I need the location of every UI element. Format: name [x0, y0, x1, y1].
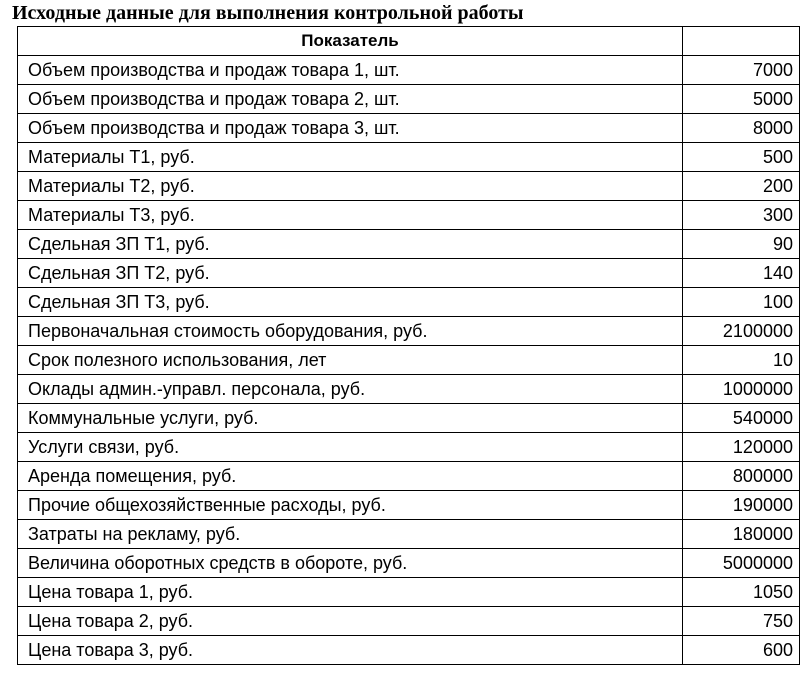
row-label: Услуги связи, руб.	[18, 433, 683, 462]
table-row	[18, 578, 800, 607]
table-row	[18, 56, 800, 85]
row-value: 200	[683, 172, 800, 201]
table-header-row	[18, 27, 800, 56]
row-value: 120000	[683, 433, 800, 462]
row-value: 300	[683, 201, 800, 230]
row-value: 1000000	[683, 375, 800, 404]
table-row	[18, 346, 800, 375]
row-value: 180000	[683, 520, 800, 549]
row-label: Цена товара 2, руб.	[18, 607, 683, 636]
row-label: Объем производства и продаж товара 2, шт.	[18, 85, 683, 114]
table-row	[18, 491, 800, 520]
row-value: 140	[683, 259, 800, 288]
table-row	[18, 520, 800, 549]
row-value: 190000	[683, 491, 800, 520]
row-label: Материалы Т1, руб.	[18, 143, 683, 172]
table-row	[18, 85, 800, 114]
row-value: 10	[683, 346, 800, 375]
row-value: 500	[683, 143, 800, 172]
row-value: 90	[683, 230, 800, 259]
table-row	[18, 230, 800, 259]
table-row	[18, 259, 800, 288]
row-value: 100	[683, 288, 800, 317]
row-label: Цена товара 1, руб.	[18, 578, 683, 607]
row-label: Объем производства и продаж товара 3, шт.	[18, 114, 683, 143]
table-row	[18, 172, 800, 201]
row-label: Оклады админ.-управл. персонала, руб.	[18, 375, 683, 404]
table-row	[18, 288, 800, 317]
table-row	[18, 636, 800, 665]
row-label: Сдельная ЗП Т2, руб.	[18, 259, 683, 288]
row-value: 7000	[683, 56, 800, 85]
row-label: Величина оборотных средств в обороте, руб.	[18, 549, 683, 578]
row-label: Материалы Т3, руб.	[18, 201, 683, 230]
table-row	[18, 462, 800, 491]
row-value: 5000000	[683, 549, 800, 578]
row-value: 600	[683, 636, 800, 665]
row-label: Затраты на рекламу, руб.	[18, 520, 683, 549]
row-value: 750	[683, 607, 800, 636]
row-value: 540000	[683, 404, 800, 433]
table-body	[18, 56, 800, 665]
table-row	[18, 375, 800, 404]
table-row	[18, 549, 800, 578]
row-value: 800000	[683, 462, 800, 491]
row-value: 8000	[683, 114, 800, 143]
page-title: Исходные данные для выполнения контрольной работы	[12, 2, 524, 24]
table-row	[18, 143, 800, 172]
table-row	[18, 201, 800, 230]
table-row	[18, 433, 800, 462]
source-data-table	[17, 26, 800, 665]
row-label: Аренда помещения, руб.	[18, 462, 683, 491]
table-row	[18, 114, 800, 143]
table-row	[18, 404, 800, 433]
row-label: Объем производства и продаж товара 1, шт.	[18, 56, 683, 85]
row-label: Первоначальная стоимость оборудования, руб.	[18, 317, 683, 346]
row-label: Цена товара 3, руб.	[18, 636, 683, 665]
table-row	[18, 607, 800, 636]
row-label: Коммунальные услуги, руб.	[18, 404, 683, 433]
row-label: Срок полезного использования, лет	[18, 346, 683, 375]
row-label: Сдельная ЗП Т3, руб.	[18, 288, 683, 317]
column-header-indicator: Показатель	[18, 27, 683, 56]
row-value: 5000	[683, 85, 800, 114]
row-label: Материалы Т2, руб.	[18, 172, 683, 201]
row-value: 1050	[683, 578, 800, 607]
row-label: Прочие общехозяйственные расходы, руб.	[18, 491, 683, 520]
table-row	[18, 317, 800, 346]
row-value: 2100000	[683, 317, 800, 346]
column-header-value	[683, 27, 800, 56]
row-label: Сдельная ЗП Т1, руб.	[18, 230, 683, 259]
